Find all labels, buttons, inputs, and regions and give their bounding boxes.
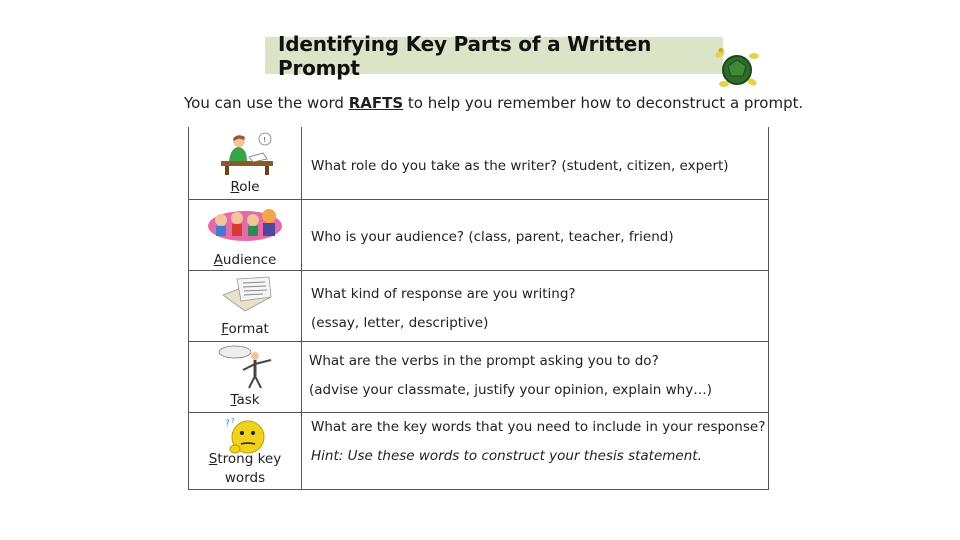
role-question: What role do you take as the writer? (student, citizen, expert): [311, 158, 729, 174]
intro-text: [184, 94, 824, 112]
format-label: [189, 320, 301, 339]
strong-label-rest: trong key: [217, 450, 282, 467]
role-cell: [189, 127, 302, 199]
strong-key-words-label-line2: words: [224, 469, 266, 486]
turtle-icon: [712, 44, 762, 94]
role-label: [189, 178, 301, 197]
svg-text:?: ?: [231, 416, 235, 425]
format-cell: [189, 270, 302, 341]
strong-key-words-label: [189, 450, 301, 469]
role-letter: R: [230, 179, 240, 195]
strong-key-words-description: [302, 412, 769, 489]
rafts-table: [188, 127, 769, 490]
table-row: [189, 199, 769, 270]
key-words-question: What are the key words that you need to include in your response?: [311, 418, 766, 435]
task-label-rest: ask: [236, 391, 260, 408]
role-description: [302, 127, 769, 199]
svg-text:?: ?: [225, 418, 230, 429]
table-row: [189, 127, 769, 199]
task-description: [302, 341, 769, 412]
format-letter: F: [221, 320, 229, 337]
role-label-rest: ole: [239, 179, 260, 195]
strong-letter: S: [208, 450, 218, 467]
audience-cell: [189, 199, 302, 270]
table-row: [189, 270, 769, 341]
format-label-rest: ormat: [228, 320, 269, 337]
audience-question: Who is your audience? (class, parent, teacher, friend): [311, 228, 674, 245]
audience-label-rest: udience: [222, 251, 277, 268]
student-writing-icon: [217, 131, 277, 175]
task-question: What are the verbs in the prompt asking you to do?: [309, 352, 659, 369]
table-row: [189, 341, 769, 412]
audience-group-icon: [207, 204, 283, 242]
audience-description: [302, 199, 769, 270]
letter-envelope-icon: [219, 275, 275, 317]
format-question: What kind of response are you writing?: [311, 285, 576, 302]
page-title: Identifying Key Parts of a Written Prompt: [265, 37, 723, 74]
intro-lead: You can use the word: [184, 94, 349, 112]
svg-text:!: !: [263, 136, 266, 144]
task-examples: (advise your classmate, justify your opinion, explain why…): [309, 381, 712, 398]
table-row: [189, 412, 769, 489]
task-cell: [189, 341, 302, 412]
audience-letter: A: [213, 251, 223, 268]
task-label: [189, 391, 301, 410]
intro-trail: to help you remember how to deconstruct a prompt.: [403, 94, 804, 112]
format-description: [302, 270, 769, 341]
strong-key-words-cell: [189, 412, 302, 489]
audience-label: [189, 251, 301, 270]
rafts-keyword: RAFTS: [348, 94, 404, 112]
thesis-hint: Hint: Use these words to construct your thesis statement.: [311, 447, 702, 464]
task-letter: T: [230, 391, 237, 408]
format-examples: (essay, letter, descriptive): [311, 314, 489, 331]
presenter-icon: [215, 344, 277, 390]
